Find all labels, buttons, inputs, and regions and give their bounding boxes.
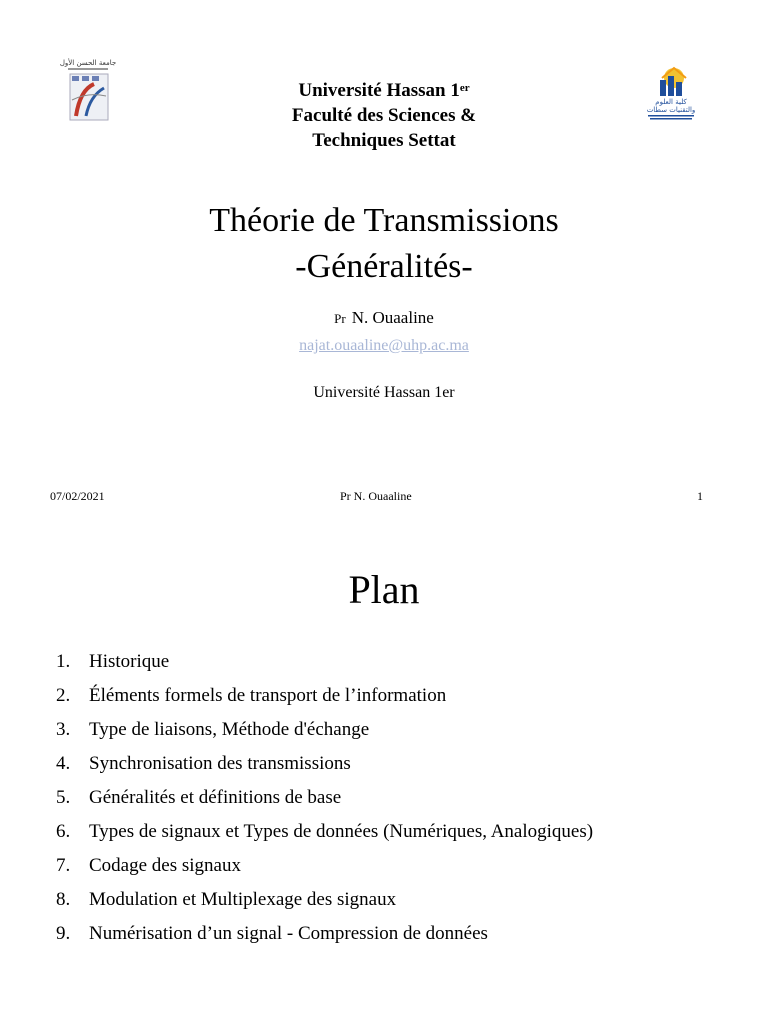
list-item-text: Historique bbox=[89, 651, 170, 672]
svg-text:والتقنيات سطات: والتقنيات سطات bbox=[646, 106, 696, 114]
list-item-text: Modulation et Multiplexage des signaux bbox=[89, 889, 397, 910]
list-item-text: Types de signaux et Types de données (Numériques, Analogiques) bbox=[89, 821, 594, 842]
course-title-line1: Théorie de Transmissions bbox=[209, 202, 559, 239]
list-item-number: 4. bbox=[56, 753, 71, 774]
list-item-text: Numérisation d’un signal - Compression de données bbox=[89, 923, 488, 944]
list-item-number: 3. bbox=[56, 719, 71, 740]
list-item bbox=[56, 781, 593, 815]
author-university: Université Hassan 1er bbox=[313, 384, 455, 401]
list-item bbox=[56, 679, 593, 713]
list-item-number: 1. bbox=[56, 651, 71, 672]
list-item bbox=[56, 747, 593, 781]
list-item bbox=[56, 883, 593, 917]
list-item-text: Éléments formels de transport de l’information bbox=[89, 685, 447, 706]
list-item-number: 7. bbox=[56, 855, 71, 876]
footer-author: Pr N. Ouaaline bbox=[340, 489, 412, 503]
list-item bbox=[56, 815, 593, 849]
author-prefix: Pr bbox=[334, 311, 346, 326]
list-item bbox=[56, 713, 593, 747]
svg-text:جامعة الحسن الأول: جامعة الحسن الأول bbox=[59, 59, 117, 67]
faculty-name-line1: Faculté des Sciences & bbox=[291, 105, 477, 126]
course-title-line2: -Généralités- bbox=[295, 248, 473, 285]
list-item-text: Type de liaisons, Méthode d'échange bbox=[89, 719, 370, 740]
plan-list bbox=[56, 645, 593, 951]
list-item-number: 5. bbox=[56, 787, 71, 808]
svg-text:كلية العلوم: كلية العلوم bbox=[655, 98, 687, 106]
list-item-text: Synchronisation des transmissions bbox=[89, 753, 351, 774]
list-item-number: 2. bbox=[56, 685, 71, 706]
university-name: Université Hassan 1er bbox=[298, 80, 470, 101]
course-title bbox=[0, 198, 768, 290]
list-item bbox=[56, 645, 593, 679]
list-item-text: Codage des signaux bbox=[89, 855, 241, 876]
list-item bbox=[56, 849, 593, 883]
footer-date: 07/02/2021 bbox=[50, 489, 105, 503]
list-item-number: 8. bbox=[56, 889, 71, 910]
author-line bbox=[0, 308, 768, 328]
list-item-number: 6. bbox=[56, 821, 71, 842]
institution-header bbox=[0, 78, 768, 153]
plan-heading: Plan bbox=[348, 567, 420, 612]
author-email-link[interactable]: najat.ouaaline@uhp.ac.ma bbox=[299, 337, 469, 354]
ordinal-superscript: er bbox=[459, 82, 470, 94]
list-item bbox=[56, 917, 593, 951]
author-name: N. Ouaaline bbox=[351, 308, 434, 327]
faculty-name-line2: Techniques Settat bbox=[312, 130, 456, 151]
footer-page-number: 1 bbox=[697, 489, 703, 503]
list-item-number: 9. bbox=[56, 923, 71, 944]
list-item-text: Généralités et définitions de base bbox=[89, 787, 342, 808]
